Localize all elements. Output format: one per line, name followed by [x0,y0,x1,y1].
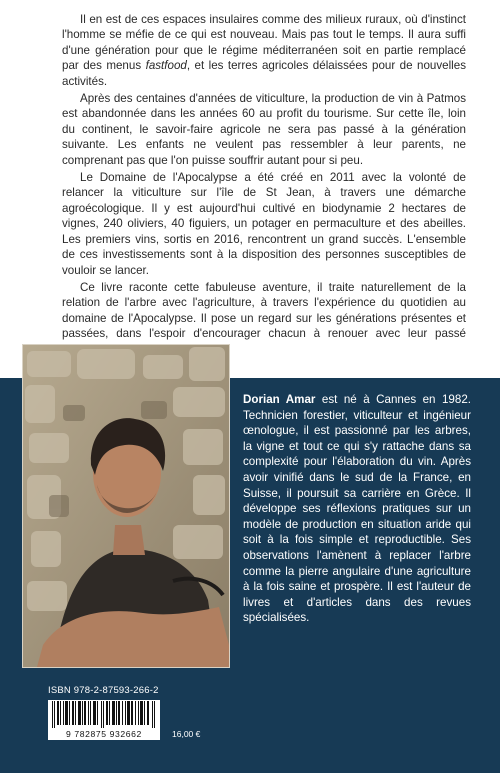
author-bio-text: est né à Cannes en 1982. Technicien forestier, viticulteur et ingénieur œnologue, il est passionné par les arbres, la vigne et tout ce qui s'y rattache dans sa complexité pour l'élaboration du vin. Après avoir vinifié dans le sud de la France, en Suisse, il poursuit sa carrière en Grèce. Il développe ses réflexions pratiques sur un modèle de production en situation aride qui soit à la fois simple et reproductible. Ses observations l'amènent à replacer l'arbre comme la pierre angulaire d'une agriculture à la fois saine et prospère. Il est l'auteur de livres et d'articles dans des revues spécialisées. [243,393,471,625]
author-photo-illustration [23,345,229,667]
barcode-digits: 9 782875 932662 [48,728,160,740]
synopsis-paragraph-2: Après des centaines d'années de viticulture, la production de vin à Patmos est abandonnée dans les années 60 au profit du tourisme. Sur cette île, loin du continent, le savoir-faire agricole ne sera pas passé à la génération suivante. Les enfants ne veulent pas ressembler à leur parents, ne comprenant pas que l'on puisse souffrir autant pour si peu. [62,92,466,167]
synopsis-paragraph-4: Ce livre raconte cette fabuleuse aventure, il traite naturellement de la relation de l'arbre avec l'agriculture, à travers l'expérience du quotidien au domaine de l'Apocalypse. Il pose un regard sur les générations présentes et passées, dans l'espoir d'encourager chacun à renouer avec leur passé [62,280,466,341]
synopsis-paragraph-1-end: , et les terres agricoles délaissées pour de nouvelles activités. [62,59,466,88]
author-name: Dorian Amar [243,393,316,406]
synopsis-paragraph-1 [62,12,466,89]
synopsis-paragraph-3: Le Domaine de l'Apocalypse a été créé en 2011 avec la volonté de relancer la viticulture sur l'île de St Jean, à travers une démarche agroécologique. Il y est aujourd'hui cultivé en biodynamie 2 hectares de vignes, 240 oliviers, 40 figuiers, un potager en permaculture et des abeilles. Les premiers vins, sortis en 2016, rencontrent un grand succès. L'ensemble de ces investissements sont à la disposition des personnes susceptibles de vouloir se lancer. [62,171,466,277]
synopsis-text [62,12,466,359]
barcode-bars [48,700,160,728]
fastfood-term: fastfood [145,59,187,73]
author-bio [243,392,471,626]
author-photo [22,344,230,668]
isbn-label: ISBN 978-2-87593-266-2 [48,685,159,696]
price-label: 16,00 € [172,729,201,739]
synopsis-paragraph-1-text: Il en est de ces espaces insulaires comme des milieux ruraux, où d'instinct l'homme se méfie de ce qui est nouveau. Mais pas tout le temps. Il aura suffi d'une génération pour que le régime méditerranéen soit en partie remplacé par des menus [62,13,466,73]
